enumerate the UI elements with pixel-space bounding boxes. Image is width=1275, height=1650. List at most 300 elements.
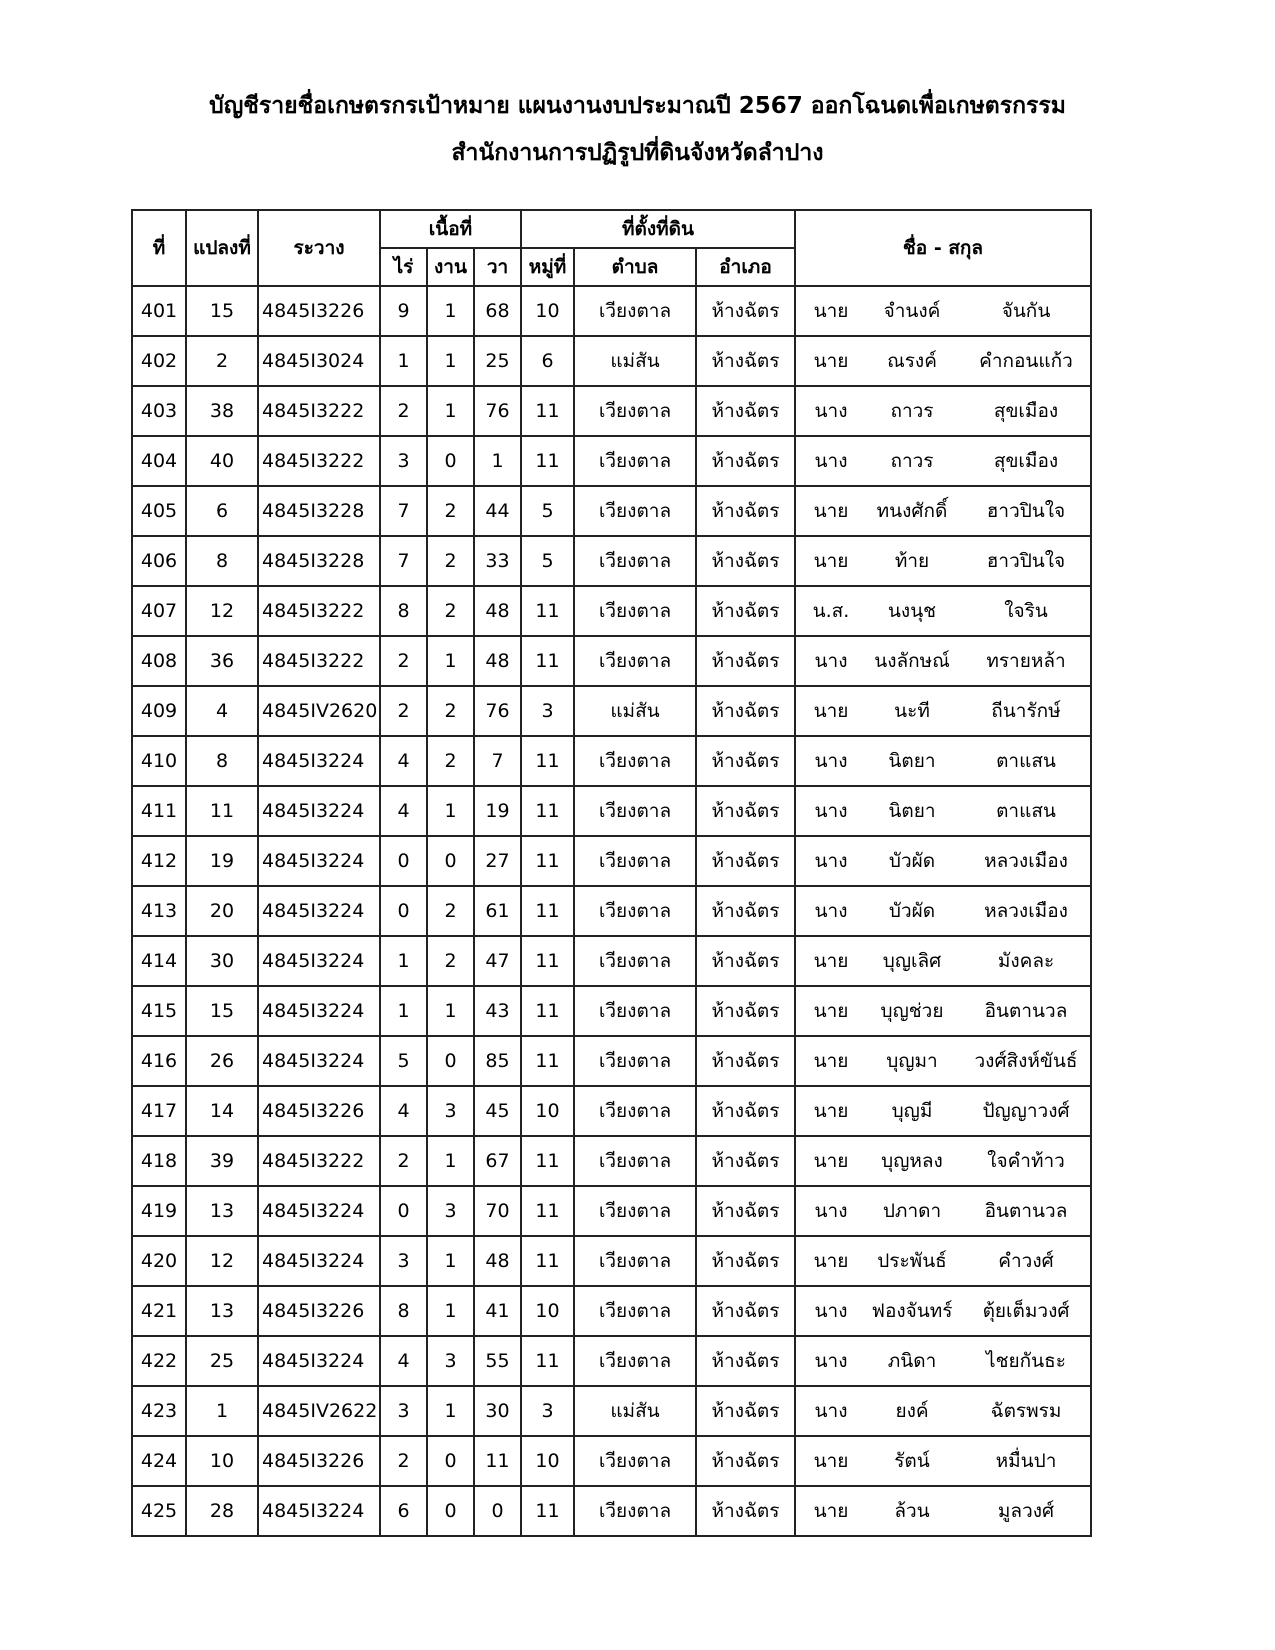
name-prefix: นาง: [814, 900, 848, 922]
cell-full-name: [795, 1136, 1091, 1186]
cell-wa: 44: [474, 486, 521, 536]
cell-ngan: 2: [427, 536, 474, 586]
cell-no: 421: [132, 1286, 186, 1336]
cell-full-name: [795, 936, 1091, 986]
header-name: ชื่อ - สกุล: [795, 210, 1091, 286]
name-prefix: นาย: [813, 700, 849, 722]
cell-plot: 12: [186, 586, 258, 636]
cell-plot: 19: [186, 836, 258, 886]
cell-sheet: 4845I3224: [258, 936, 380, 986]
cell-amphoe: ห้างฉัตร: [696, 336, 795, 386]
cell-no: 416: [132, 1036, 186, 1086]
cell-tambon: เวียงตาล: [574, 1436, 696, 1486]
cell-amphoe: ห้างฉัตร: [696, 436, 795, 486]
cell-plot: 15: [186, 986, 258, 1036]
name-prefix: นาง: [814, 450, 848, 472]
last-name: จันกัน: [1001, 300, 1051, 322]
cell-wa: 67: [474, 1136, 521, 1186]
cell-full-name: [795, 536, 1091, 586]
cell-moo: 10: [521, 286, 574, 336]
name-prefix: นาย: [813, 1050, 849, 1072]
cell-full-name: [795, 886, 1091, 936]
cell-plot: 38: [186, 386, 258, 436]
name-prefix: นาย: [813, 1250, 849, 1272]
cell-no: 415: [132, 986, 186, 1036]
cell-moo: 11: [521, 436, 574, 486]
cell-wa: 30: [474, 1386, 521, 1436]
cell-wa: 25: [474, 336, 521, 386]
cell-no: 405: [132, 486, 186, 536]
cell-sheet: 4845I3222: [258, 436, 380, 486]
cell-tambon: เวียงตาล: [574, 836, 696, 886]
table-row: [132, 1236, 1091, 1286]
last-name: ฮาวปินใจ: [986, 550, 1066, 572]
cell-sheet: 4845I3224: [258, 1236, 380, 1286]
name-prefix: น.ส.: [812, 600, 850, 622]
cell-amphoe: ห้างฉัตร: [696, 1236, 795, 1286]
cell-no: 404: [132, 436, 186, 486]
cell-no: 406: [132, 536, 186, 586]
first-name: บุญหลง: [881, 1150, 943, 1172]
first-name: ถาวร: [890, 450, 934, 472]
table-row: [132, 336, 1091, 386]
cell-tambon: เวียงตาล: [574, 1486, 696, 1536]
header-area: เนื้อที่: [380, 210, 521, 248]
cell-amphoe: ห้างฉัตร: [696, 636, 795, 686]
last-name: ตุ้ยเต็มวงศ์: [982, 1300, 1070, 1322]
cell-rai: 2: [380, 386, 427, 436]
cell-plot: 20: [186, 886, 258, 936]
cell-moo: 11: [521, 1336, 574, 1386]
name-prefix: นาง: [814, 1350, 848, 1372]
cell-full-name: [795, 786, 1091, 836]
name-prefix: นาย: [813, 300, 849, 322]
cell-sheet: 4845I3222: [258, 386, 380, 436]
cell-wa: 85: [474, 1036, 521, 1086]
table-row: [132, 1386, 1091, 1436]
cell-moo: 6: [521, 336, 574, 386]
cell-rai: 9: [380, 286, 427, 336]
first-name: นิตยา: [888, 750, 936, 772]
cell-amphoe: ห้างฉัตร: [696, 736, 795, 786]
cell-sheet: 4845I3024: [258, 336, 380, 386]
cell-amphoe: ห้างฉัตร: [696, 1286, 795, 1336]
cell-amphoe: ห้างฉัตร: [696, 1436, 795, 1486]
cell-sheet: 4845I3224: [258, 786, 380, 836]
cell-moo: 11: [521, 986, 574, 1036]
cell-rai: 8: [380, 1286, 427, 1336]
last-name: สุขเมือง: [993, 450, 1059, 472]
first-name: บุญช่วย: [880, 1000, 944, 1022]
cell-rai: 2: [380, 686, 427, 736]
table-row: [132, 636, 1091, 686]
cell-sheet: 4845I3224: [258, 986, 380, 1036]
table-row: [132, 1186, 1091, 1236]
cell-moo: 5: [521, 536, 574, 586]
first-name: ภนิดา: [887, 1350, 937, 1372]
cell-sheet: 4845I3224: [258, 1186, 380, 1236]
cell-full-name: [795, 436, 1091, 486]
last-name: มังคละ: [997, 950, 1055, 972]
cell-no: 401: [132, 286, 186, 336]
cell-full-name: [795, 336, 1091, 386]
cell-wa: 11: [474, 1436, 521, 1486]
last-name: ทรายหล้า: [986, 650, 1066, 672]
cell-rai: 7: [380, 486, 427, 536]
cell-moo: 3: [521, 1386, 574, 1436]
cell-ngan: 2: [427, 736, 474, 786]
cell-full-name: [795, 1236, 1091, 1286]
cell-no: 403: [132, 386, 186, 436]
header-location: ที่ตั้งที่ดิน: [521, 210, 795, 248]
cell-ngan: 3: [427, 1336, 474, 1386]
cell-ngan: 3: [427, 1186, 474, 1236]
cell-tambon: เวียงตาล: [574, 536, 696, 586]
cell-amphoe: ห้างฉัตร: [696, 1036, 795, 1086]
first-name: บุญมา: [886, 1050, 938, 1072]
cell-sheet: 4845I3226: [258, 1436, 380, 1486]
cell-plot: 1: [186, 1386, 258, 1436]
cell-moo: 3: [521, 686, 574, 736]
cell-moo: 11: [521, 386, 574, 436]
cell-tambon: เวียงตาล: [574, 286, 696, 336]
name-prefix: นาย: [813, 1150, 849, 1172]
cell-ngan: 1: [427, 1386, 474, 1436]
name-prefix: นาง: [814, 750, 848, 772]
table-row: [132, 536, 1091, 586]
table-body: [132, 286, 1091, 1536]
cell-full-name: [795, 1186, 1091, 1236]
cell-rai: 4: [380, 1086, 427, 1136]
cell-wa: 48: [474, 586, 521, 636]
cell-rai: 5: [380, 1036, 427, 1086]
cell-ngan: 1: [427, 1236, 474, 1286]
first-name: ปภาดา: [882, 1200, 942, 1222]
cell-ngan: 0: [427, 836, 474, 886]
cell-full-name: [795, 1436, 1091, 1486]
cell-full-name: [795, 1286, 1091, 1336]
table-row: [132, 1436, 1091, 1486]
cell-moo: 11: [521, 936, 574, 986]
cell-tambon: เวียงตาล: [574, 1036, 696, 1086]
cell-wa: 19: [474, 786, 521, 836]
cell-rai: 0: [380, 1186, 427, 1236]
cell-amphoe: ห้างฉัตร: [696, 286, 795, 336]
cell-tambon: เวียงตาล: [574, 986, 696, 1036]
cell-wa: 0: [474, 1486, 521, 1536]
cell-rai: 2: [380, 636, 427, 686]
cell-amphoe: ห้างฉัตร: [696, 886, 795, 936]
cell-ngan: 1: [427, 786, 474, 836]
header-ngan: งาน: [427, 248, 474, 286]
name-prefix: นาย: [813, 350, 849, 372]
cell-wa: 27: [474, 836, 521, 886]
header-plot: แปลงที่: [186, 210, 258, 286]
cell-ngan: 2: [427, 886, 474, 936]
table-row: [132, 1036, 1091, 1086]
cell-plot: 39: [186, 1136, 258, 1186]
last-name: ใจคำท้าว: [987, 1150, 1065, 1172]
cell-wa: 48: [474, 1236, 521, 1286]
cell-amphoe: ห้างฉัตร: [696, 1086, 795, 1136]
cell-full-name: [795, 1386, 1091, 1436]
first-name: รัตน์: [894, 1450, 930, 1472]
cell-wa: 41: [474, 1286, 521, 1336]
cell-full-name: [795, 1036, 1091, 1086]
cell-full-name: [795, 636, 1091, 686]
cell-tambon: เวียงตาล: [574, 1186, 696, 1236]
header-moo: หมู่ที่: [521, 248, 574, 286]
cell-sheet: 4845I3228: [258, 486, 380, 536]
cell-moo: 10: [521, 1436, 574, 1486]
cell-no: 408: [132, 636, 186, 686]
cell-no: 414: [132, 936, 186, 986]
cell-plot: 8: [186, 536, 258, 586]
cell-wa: 76: [474, 686, 521, 736]
table-row: [132, 486, 1091, 536]
cell-tambon: เวียงตาล: [574, 1336, 696, 1386]
cell-tambon: แม่สัน: [574, 1386, 696, 1436]
first-name: ประพันธ์: [877, 1250, 947, 1272]
cell-ngan: 0: [427, 1036, 474, 1086]
cell-amphoe: ห้างฉัตร: [696, 486, 795, 536]
last-name: ไชยกันธะ: [986, 1350, 1066, 1372]
cell-amphoe: ห้างฉัตร: [696, 1336, 795, 1386]
last-name: ฉัตรพรม: [990, 1400, 1062, 1422]
cell-sheet: 4845I3224: [258, 1486, 380, 1536]
cell-sheet: 4845I3228: [258, 536, 380, 586]
cell-tambon: เวียงตาล: [574, 1236, 696, 1286]
cell-no: 425: [132, 1486, 186, 1536]
cell-plot: 8: [186, 736, 258, 786]
cell-amphoe: ห้างฉัตร: [696, 386, 795, 436]
cell-amphoe: ห้างฉัตร: [696, 1186, 795, 1236]
cell-full-name: [795, 1486, 1091, 1536]
cell-moo: 11: [521, 1136, 574, 1186]
header-wa: วา: [474, 248, 521, 286]
document-subtitle: สำนักงานการปฏิรูปที่ดินจังหวัดลำปาง: [451, 140, 824, 166]
cell-ngan: 1: [427, 1286, 474, 1336]
cell-ngan: 0: [427, 1436, 474, 1486]
cell-amphoe: ห้างฉัตร: [696, 1386, 795, 1436]
cell-moo: 11: [521, 786, 574, 836]
cell-wa: 7: [474, 736, 521, 786]
table-row: [132, 936, 1091, 986]
cell-wa: 1: [474, 436, 521, 486]
cell-sheet: 4845I3224: [258, 1036, 380, 1086]
cell-sheet: 4845I3224: [258, 1336, 380, 1386]
cell-sheet: 4845IV2620: [258, 686, 380, 736]
cell-rai: 3: [380, 1236, 427, 1286]
cell-plot: 25: [186, 1336, 258, 1386]
cell-sheet: 4845I3222: [258, 636, 380, 686]
last-name: มูลวงศ์: [997, 1500, 1055, 1522]
name-prefix: นาย: [813, 1000, 849, 1022]
cell-full-name: [795, 686, 1091, 736]
name-prefix: นาง: [814, 1400, 848, 1422]
cell-sheet: 4845I3224: [258, 836, 380, 886]
name-prefix: นาย: [813, 1450, 849, 1472]
table-row: [132, 736, 1091, 786]
cell-full-name: [795, 386, 1091, 436]
cell-ngan: 0: [427, 436, 474, 486]
cell-tambon: เวียงตาล: [574, 1136, 696, 1186]
header-rai: ไร่: [380, 248, 427, 286]
first-name: บุญมี: [891, 1100, 933, 1122]
cell-wa: 55: [474, 1336, 521, 1386]
cell-rai: 2: [380, 1136, 427, 1186]
first-name: นงนุช: [887, 600, 937, 622]
first-name: ยงค์: [895, 1400, 929, 1422]
name-prefix: นาง: [814, 400, 848, 422]
cell-rai: 4: [380, 736, 427, 786]
table-row: [132, 1486, 1091, 1536]
cell-amphoe: ห้างฉัตร: [696, 536, 795, 586]
table-row: [132, 1086, 1091, 1136]
table-row: [132, 286, 1091, 336]
cell-amphoe: ห้างฉัตร: [696, 1486, 795, 1536]
table-row: [132, 1336, 1091, 1386]
table-row: [132, 786, 1091, 836]
cell-plot: 36: [186, 636, 258, 686]
table-row: [132, 886, 1091, 936]
cell-full-name: [795, 286, 1091, 336]
first-name: บัวผัด: [888, 850, 936, 872]
cell-plot: 2: [186, 336, 258, 386]
cell-tambon: เวียงตาล: [574, 786, 696, 836]
cell-plot: 26: [186, 1036, 258, 1086]
cell-wa: 47: [474, 936, 521, 986]
cell-plot: 11: [186, 786, 258, 836]
cell-moo: 11: [521, 1486, 574, 1536]
first-name: ทนงศักดิ์: [876, 500, 948, 522]
table-row: [132, 386, 1091, 436]
cell-rai: 4: [380, 786, 427, 836]
name-prefix: นาง: [814, 850, 848, 872]
cell-wa: 33: [474, 536, 521, 586]
cell-sheet: 4845I3224: [258, 886, 380, 936]
cell-plot: 4: [186, 686, 258, 736]
last-name: ตาแสน: [996, 800, 1056, 822]
cell-wa: 76: [474, 386, 521, 436]
cell-wa: 45: [474, 1086, 521, 1136]
cell-rai: 7: [380, 536, 427, 586]
cell-moo: 11: [521, 586, 574, 636]
last-name: ปัญญาวงศ์: [982, 1100, 1070, 1122]
header-no: ที่: [132, 210, 186, 286]
cell-moo: 11: [521, 1236, 574, 1286]
name-prefix: นาง: [814, 800, 848, 822]
last-name: ใจริน: [1004, 600, 1048, 622]
cell-ngan: 1: [427, 986, 474, 1036]
last-name: ตาแสน: [996, 750, 1056, 772]
last-name: ฮาวปินใจ: [986, 500, 1066, 522]
cell-amphoe: ห้างฉัตร: [696, 786, 795, 836]
table-row: [132, 986, 1091, 1036]
cell-ngan: 1: [427, 286, 474, 336]
document-title: บัญชีรายชื่อเกษตรกรเป้าหมาย แผนงานงบประมาณปี 2567 ออกโฉนดเพื่อเกษตรกรรม: [209, 93, 1066, 119]
cell-no: 420: [132, 1236, 186, 1286]
cell-amphoe: ห้างฉัตร: [696, 1136, 795, 1186]
cell-plot: 15: [186, 286, 258, 336]
cell-tambon: เวียงตาล: [574, 386, 696, 436]
cell-rai: 3: [380, 436, 427, 486]
name-prefix: นาย: [813, 1500, 849, 1522]
name-prefix: นาย: [813, 1100, 849, 1122]
first-name: จำนงค์: [883, 300, 941, 322]
table-row: [132, 1286, 1091, 1336]
first-name: นะที: [894, 700, 930, 722]
table-row: [132, 836, 1091, 886]
cell-no: 413: [132, 886, 186, 936]
cell-amphoe: ห้างฉัตร: [696, 836, 795, 886]
last-name: คำวงศ์: [998, 1250, 1054, 1272]
cell-no: 410: [132, 736, 186, 786]
cell-sheet: 4845I3226: [258, 1286, 380, 1336]
header-tambon: ตำบล: [574, 248, 696, 286]
first-name: บุญเลิศ: [882, 950, 942, 972]
cell-rai: 4: [380, 1336, 427, 1386]
table-row: [132, 1136, 1091, 1186]
cell-sheet: 4845I3226: [258, 286, 380, 336]
cell-no: 417: [132, 1086, 186, 1136]
cell-ngan: 1: [427, 636, 474, 686]
name-prefix: นาย: [813, 550, 849, 572]
cell-rai: 2: [380, 1436, 427, 1486]
cell-rai: 0: [380, 886, 427, 936]
cell-rai: 0: [380, 836, 427, 886]
cell-full-name: [795, 1086, 1091, 1136]
cell-no: 423: [132, 1386, 186, 1436]
cell-rai: 8: [380, 586, 427, 636]
cell-ngan: 2: [427, 586, 474, 636]
cell-plot: 14: [186, 1086, 258, 1136]
cell-tambon: เวียงตาล: [574, 1086, 696, 1136]
name-prefix: นาง: [814, 1200, 848, 1222]
table-row: [132, 586, 1091, 636]
cell-moo: 10: [521, 1286, 574, 1336]
cell-full-name: [795, 736, 1091, 786]
cell-moo: 11: [521, 886, 574, 936]
first-name: นงลักษณ์: [874, 650, 950, 672]
first-name: นิตยา: [888, 800, 936, 822]
last-name: วงศ์สิงห์ขันธ์: [974, 1050, 1078, 1072]
cell-tambon: เวียงตาล: [574, 636, 696, 686]
last-name: ถีนารักษ์: [991, 700, 1061, 722]
first-name: ฟองจันทร์: [871, 1300, 953, 1322]
cell-sheet: 4845I3224: [258, 736, 380, 786]
cell-ngan: 1: [427, 386, 474, 436]
table-row: [132, 686, 1091, 736]
cell-rai: 1: [380, 336, 427, 386]
name-prefix: นาย: [813, 500, 849, 522]
cell-no: 407: [132, 586, 186, 636]
cell-no: 412: [132, 836, 186, 886]
cell-plot: 10: [186, 1436, 258, 1486]
first-name: ล้วน: [894, 1500, 930, 1522]
first-name: ท้าย: [894, 550, 930, 572]
cell-sheet: 4845IV2622: [258, 1386, 380, 1436]
cell-no: 402: [132, 336, 186, 386]
cell-full-name: [795, 1336, 1091, 1386]
cell-rai: 6: [380, 1486, 427, 1536]
name-prefix: นาง: [814, 1300, 848, 1322]
cell-tambon: เวียงตาล: [574, 436, 696, 486]
cell-moo: 11: [521, 636, 574, 686]
last-name: คำกอนแก้ว: [979, 350, 1073, 372]
cell-ngan: 2: [427, 936, 474, 986]
cell-amphoe: ห้างฉัตร: [696, 936, 795, 986]
